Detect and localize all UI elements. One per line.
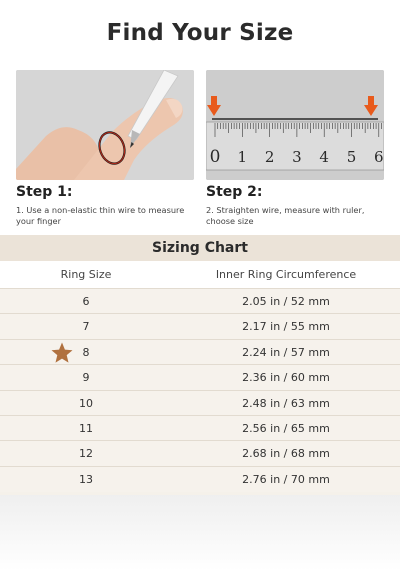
step-1-title: Step 1: [16, 184, 73, 200]
ruler-number-5: 5 [346, 148, 357, 166]
circumference-cell: 2.76 in / 70 mm [242, 472, 330, 486]
table-row [0, 441, 400, 466]
table-row [0, 391, 400, 416]
ring-size-cell: 8 [82, 345, 90, 359]
step-1-photo [16, 70, 194, 180]
ring-size-cell: 7 [82, 320, 90, 334]
ring-size-cell: 11 [79, 422, 93, 435]
finger-wire-illustration [16, 70, 194, 180]
ring-size-header: Ring Size [60, 268, 112, 281]
circumference-cell: 2.48 in / 63 mm [242, 396, 330, 410]
circumference-cell: 2.17 in / 55 mm [242, 320, 330, 334]
circumference-header: Inner Ring Circumference [215, 268, 357, 281]
step-1-description: 1. Use a non-elastic thin wire to measure your finger [16, 205, 185, 226]
step-2-photo [206, 70, 384, 180]
circumference-cell: 2.05 in / 52 mm [242, 295, 330, 308]
table-row [0, 289, 400, 314]
bottom-shadow [0, 495, 400, 571]
ring-size-cell: 10 [79, 396, 93, 410]
ring-size-cell: 13 [79, 472, 93, 486]
step-2-description: 2. Straighten wire, measure with ruler, choose size [206, 205, 365, 226]
ring-size-cell: 12 [79, 447, 93, 461]
ruler-number-6: 6 [374, 148, 384, 166]
table-row [0, 314, 400, 339]
table-row [0, 365, 400, 390]
circumference-cell: 2.68 in / 68 mm [242, 447, 330, 461]
circumference-cell: 2.36 in / 60 mm [242, 371, 330, 385]
page-title: Find Your Size [106, 20, 294, 46]
ruler-number-1: 1 [237, 148, 248, 166]
ruler-illustration [206, 70, 384, 180]
ring-size-cell: 6 [82, 295, 90, 308]
ring-size-cell: 9 [82, 371, 90, 385]
ruler-number-0: 0 [209, 147, 221, 167]
step-2-title: Step 2: [206, 184, 263, 200]
sizing-chart-header [0, 261, 400, 289]
sizing-chart-title: Sizing Chart [0, 235, 400, 261]
ruler-number-2: 2 [264, 148, 275, 166]
ruler-number-4: 4 [319, 148, 329, 166]
sizing-chart [0, 235, 400, 495]
table-row [0, 467, 400, 492]
circumference-cell: 2.56 in / 65 mm [242, 422, 330, 435]
table-row-highlighted [0, 340, 400, 365]
circumference-cell: 2.24 in / 57 mm [242, 345, 330, 359]
table-row [0, 416, 400, 441]
ruler-number-3: 3 [292, 148, 302, 166]
